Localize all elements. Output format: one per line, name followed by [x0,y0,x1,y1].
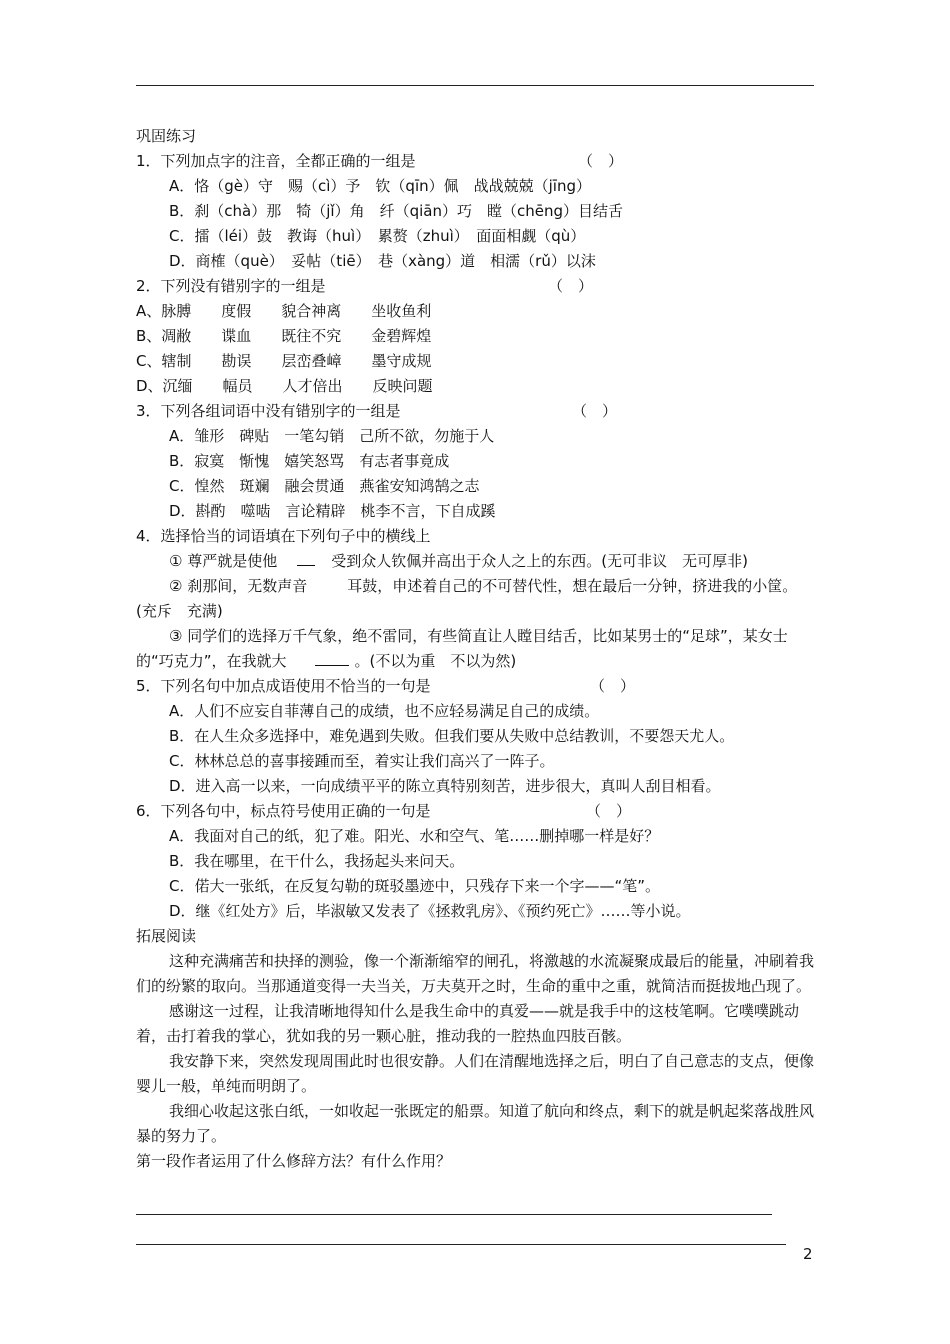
question-1-answer-paren: （ ） [578,152,624,170]
reading-paragraph-4: 我细心收起这张白纸，一如收起一张既定的船票。知道了航向和终点，剩下的就是帆起桨落战胜风暴的努力了。 [136,1102,815,1145]
question-3-option-b: B．寂寞 惭愧 嬉笑怒骂 有志者事竟成 [169,452,450,470]
question-4-s1-before: ① 尊严就是使他 [169,552,278,570]
question-6-answer-paren: （ ） [586,802,632,820]
question-5-option-b: B．在人生众多选择中，难免遇到失败。但我们要从失败中总结教训，不要怨天尤人。 [169,727,735,745]
question-4-s1-after: 受到众人钦佩并高出于众人之上的东西。(无可非议 无可厚非) [331,552,748,570]
header-rule [136,85,814,86]
question-2 [136,274,816,299]
section-title-consolidation: 巩固练习 [136,127,197,145]
question-6-option-b: B．我在哪里，在干什么，我扬起头来问天。 [169,852,465,870]
question-4-s2-after: 耳鼓，申述着自己的不可替代性，想在最后一分钟，挤进我的小筐。(充斥 充满) [136,577,798,620]
question-1-option-c: C．擂（léi）鼓 教诲（huì） 累赘（zhuì） 面面相觑（qù） [169,227,586,245]
question-6 [136,799,816,824]
question-5 [136,674,816,699]
fill-blank-3[interactable] [315,649,349,666]
question-5-answer-paren: （ ） [590,677,636,695]
question-6-option-a: A．我面对自己的纸，犯了难。阳光、水和空气、笔……删掉哪一样是好？ [169,827,660,845]
question-3-answer-paren: （ ） [572,402,618,420]
question-5-option-a: A．人们不应妄自菲薄自己的成绩，也不应轻易满足自己的成绩。 [169,702,600,720]
worksheet-body [136,124,816,1174]
question-2-answer-paren: （ ） [548,277,594,295]
question-3-option-d: D．斟酌 噬啮 言论精辟 桃李不言，下自成蹊 [169,502,496,520]
question-3 [136,399,816,424]
question-3-option-a: A．雏形 碑贴 一笔勾销 己所不欲，勿施于人 [169,427,495,445]
question-2-option-d: D、沉缅 幅员 人才倍出 反映问题 [136,377,433,395]
answer-line-1[interactable] [136,1214,772,1215]
question-2-option-b: B、凋敝 谍血 既往不究 金碧辉煌 [136,327,432,345]
answer-line-2[interactable] [136,1244,786,1245]
section-title-extended-reading: 拓展阅读 [136,927,197,945]
reading-paragraph-1: 这种充满痛苦和抉择的测验，像一个渐渐缩窄的闸孔，将激越的水流凝聚成最后的能量，冲刷着我们的纷繁的取向。当那通道变得一夫当关，万夫莫开之时，生命的重中之重，就简洁而挺拔地凸现了。 [136,952,815,995]
question-1 [136,149,816,174]
question-1-option-d: D．商榷（què） 妥帖（tiē） 巷（xàng）道 相濡（rǔ）以沫 [169,252,596,270]
question-5-stem: 5．下列名句中加点成语使用不恰当的一句是 [136,677,431,695]
question-2-option-c: C、辖制 勘误 层峦叠嶂 墨守成规 [136,352,432,370]
question-2-stem: 2．下列没有错别字的一组是 [136,277,326,295]
question-4-s3-before: ③ 同学们的选择万千气象，绝不雷同，有些简直让人瞠目结舌，比如某男士的“足球”，某女士的“巧克力”，在我就大 [136,627,788,670]
fill-blank-1[interactable] [297,549,315,566]
question-5-option-d: D．进入高一以来，一向成绩平平的陈立真特别刻苦，进步很大，真叫人刮目相看。 [169,777,721,795]
question-4-stem: 4．选择恰当的词语填在下列句子中的横线上 [136,527,431,545]
question-4-sentence-3 [136,624,816,674]
question-4-s3-after: 。(不以为重 不以为然) [354,652,517,670]
reading-question: 第一段作者运用了什么修辞方法？有什么作用？ [136,1152,452,1170]
question-4-sentence-1 [136,549,816,574]
question-6-stem: 6．下列各句中，标点符号使用正确的一句是 [136,802,431,820]
question-3-option-c: C．惶然 斑斓 融会贯通 燕雀安知鸿鹄之志 [169,477,480,495]
question-3-stem: 3．下列各组词语中没有错别字的一组是 [136,402,401,420]
question-2-option-a: A、脉膊 度假 貌合神离 坐收鱼利 [136,302,432,320]
question-5-option-c: C．林林总总的喜事接踵而至，着实让我们高兴了一阵子。 [169,752,555,770]
question-1-option-a: A．恪（gè）守 赐（cì）予 钦（qīn）佩 战战兢兢（jīng） [169,177,591,195]
question-6-option-d: D．继《红处方》后，毕淑敏又发表了《拯救乳房》、《预约死亡》……等小说。 [169,902,691,920]
page-number: 2 [803,1245,813,1263]
question-4-s2-before: ② 刹那间，无数声音 [169,577,308,595]
question-4-sentence-2 [136,574,816,624]
reading-paragraph-3: 我安静下来，突然发现周围此时也很安静。人们在清醒地选择之后，明白了自己意志的支点，便像婴儿一般，单纯而明朗了。 [136,1052,815,1095]
question-6-option-c: C．偌大一张纸，在反复勾勒的斑驳墨迹中，只残存下来一个字——“笔”。 [169,877,661,895]
reading-paragraph-2: 感谢这一过程，让我清晰地得知什么是我生命中的真爱——就是我手中的这枝笔啊。它噗噗跳动着，击打着我的掌心，犹如我的另一颗心脏，推动我的一腔热血四肢百骸。 [136,1002,800,1045]
question-1-stem: 1．下列加点字的注音，全都正确的一组是 [136,152,416,170]
question-1-option-b: B．刹（chà）那 犄（jǐ）角 纤（qiān）巧 瞠（chēng）目结舌 [169,202,623,220]
